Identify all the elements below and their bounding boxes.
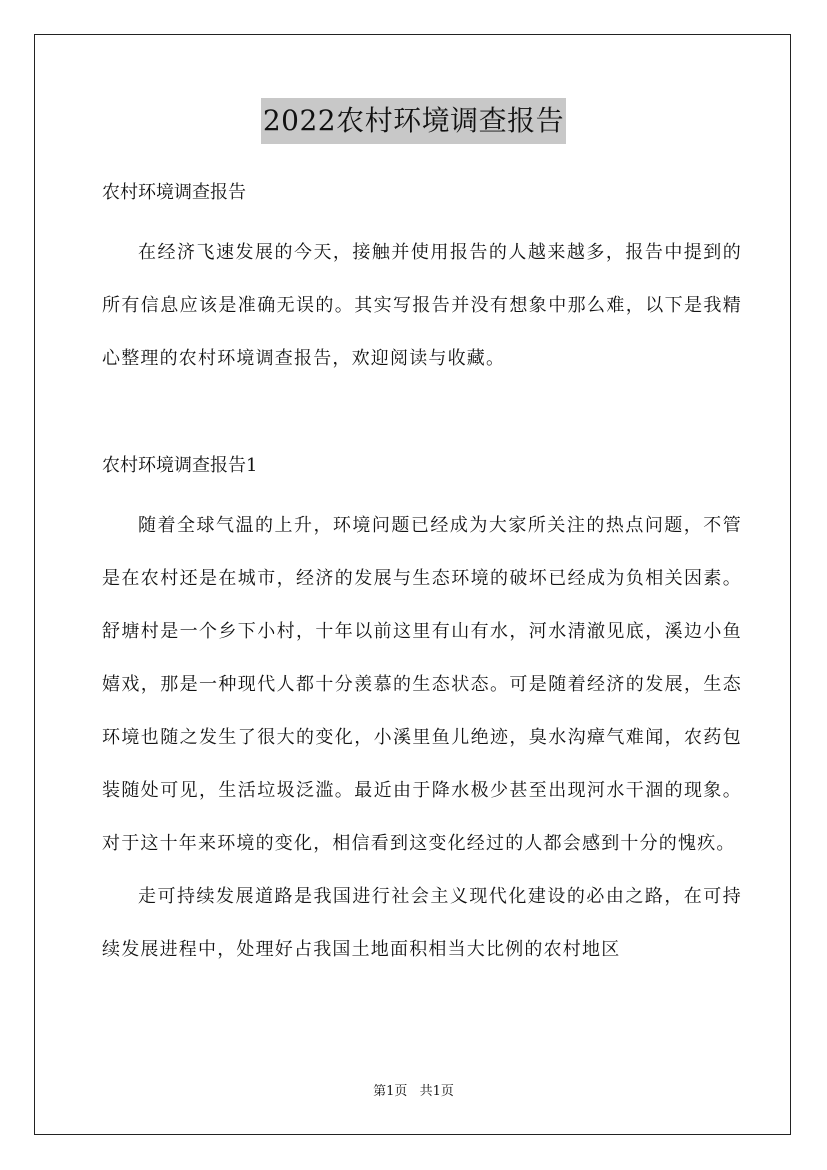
document-body bbox=[102, 168, 742, 976]
page-footer bbox=[0, 1083, 827, 1101]
section-paragraph-1: 随着全球气温的上升，环境问题已经成为大家所关注的热点问题，不管是在农村还是在城市，经济的发展与生态环境的破坏已经成为负相关因素。舒塘村是一个乡下小村，十年以前这里有山有水，河水清澈见底，溪边小鱼嬉戏，那是一种现代人都十分羡慕的生态状态。可是随着经济的发展，生态环境也随之发生了很大的变化，小溪里鱼儿绝迹，臭水沟瘴气难闻，农药包装随处可见，生活垃圾泛滥。最近由于降水极少甚至出现河水干涸的现象。对于这十年来环境的变化，相信看到这变化经过的人都会感到十分的愧疚。 bbox=[102, 515, 742, 854]
intro-paragraph: 在经济飞速发展的今天，接触并使用报告的人越来越多，报告中提到的所有信息应该是准确无误的。其实写报告并没有想象中那么难，以下是我精心整理的农村环境调查报告，欢迎阅读与收藏。 bbox=[102, 242, 742, 369]
section-paragraph-2: 走可持续发展道路是我国进行社会主义现代化建设的必由之路，在可持续发展进程中，处理好占我国土地面积相当大比例的农村地区 bbox=[102, 886, 742, 960]
intro-heading: 农村环境调查报告 bbox=[102, 182, 246, 203]
spacer bbox=[102, 491, 742, 499]
spacer bbox=[102, 218, 742, 226]
page-total: 共1页 bbox=[419, 1084, 454, 1099]
page-number: 第1页 bbox=[373, 1084, 408, 1099]
title-container bbox=[0, 98, 827, 144]
section-heading: 农村环境调查报告1 bbox=[102, 455, 258, 476]
document-title: 2022农村环境调查报告 bbox=[261, 98, 566, 144]
spacer bbox=[102, 385, 742, 441]
